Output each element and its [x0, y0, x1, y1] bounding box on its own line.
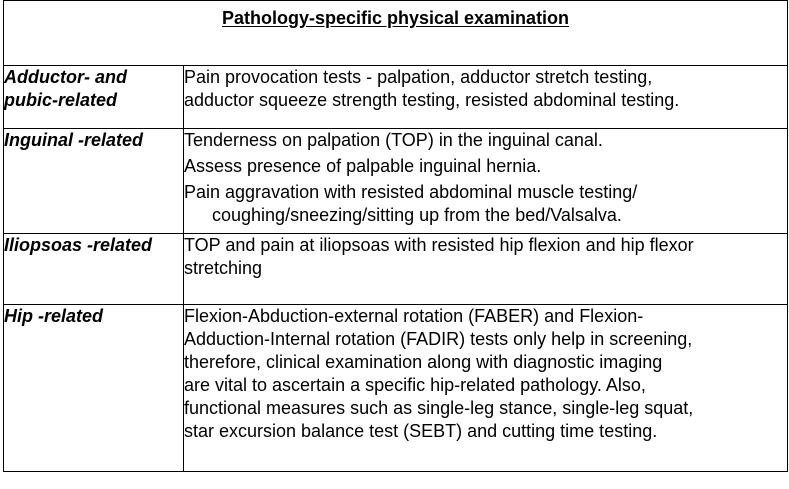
row-description-cell [184, 129, 788, 234]
row-label: Iliopsoas -related [4, 235, 153, 255]
table-row-hip [4, 305, 788, 472]
table-row-adductor-pubic [4, 66, 788, 129]
row-description-line: adductor squeeze strength testing, resisted abdominal testing. [184, 90, 680, 110]
row-description-line: Pain provocation tests - palpation, adductor stretch testing, [184, 67, 653, 87]
row-description-line: Pain aggravation with resisted abdominal muscle testing/ [184, 182, 638, 202]
row-description-line: Adduction-Internal rotation (FADIR) tests only help in screening, [184, 329, 693, 349]
table-row-iliopsoas [4, 234, 788, 305]
row-label-cell [4, 305, 184, 472]
row-description-line: therefore, clinical examination along with diagnostic imaging [184, 352, 663, 372]
table-title: Pathology-specific physical examination [221, 8, 570, 28]
row-description-line: functional measures such as single-leg stance, single-leg squat, [184, 398, 694, 418]
row-label-cell [4, 129, 184, 234]
row-description-line: star excursion balance test (SEBT) and cutting time testing. [184, 421, 658, 441]
row-description-line: Assess presence of palpable inguinal hernia. [184, 156, 542, 176]
row-label: Hip -related [4, 306, 104, 326]
row-description-line: coughing/sneezing/sitting up from the bed/Valsalva. [212, 205, 622, 225]
row-description-cell [184, 234, 788, 305]
row-label: Inguinal -related [4, 130, 144, 150]
row-label: Adductor- and [4, 67, 127, 87]
row-description-line: are vital to ascertain a specific hip-related pathology. Also, [184, 375, 646, 395]
row-description-line: stretching [184, 258, 263, 278]
row-label-cell [4, 234, 184, 305]
row-description-cell [184, 66, 788, 129]
row-label-cell [4, 66, 184, 129]
examination-table [3, 0, 788, 472]
row-description-line: Flexion-Abduction-external rotation (FABER) and Flexion- [184, 306, 644, 326]
row-description-line: Tenderness on palpation (TOP) in the inguinal canal. [184, 130, 603, 150]
table-header-row [4, 1, 788, 66]
row-description-cell [184, 305, 788, 472]
table-row-inguinal [4, 129, 788, 234]
table-header-cell [4, 1, 788, 66]
row-description-line: TOP and pain at iliopsoas with resisted hip flexion and hip flexor [184, 235, 694, 255]
row-label: pubic-related [4, 90, 118, 110]
